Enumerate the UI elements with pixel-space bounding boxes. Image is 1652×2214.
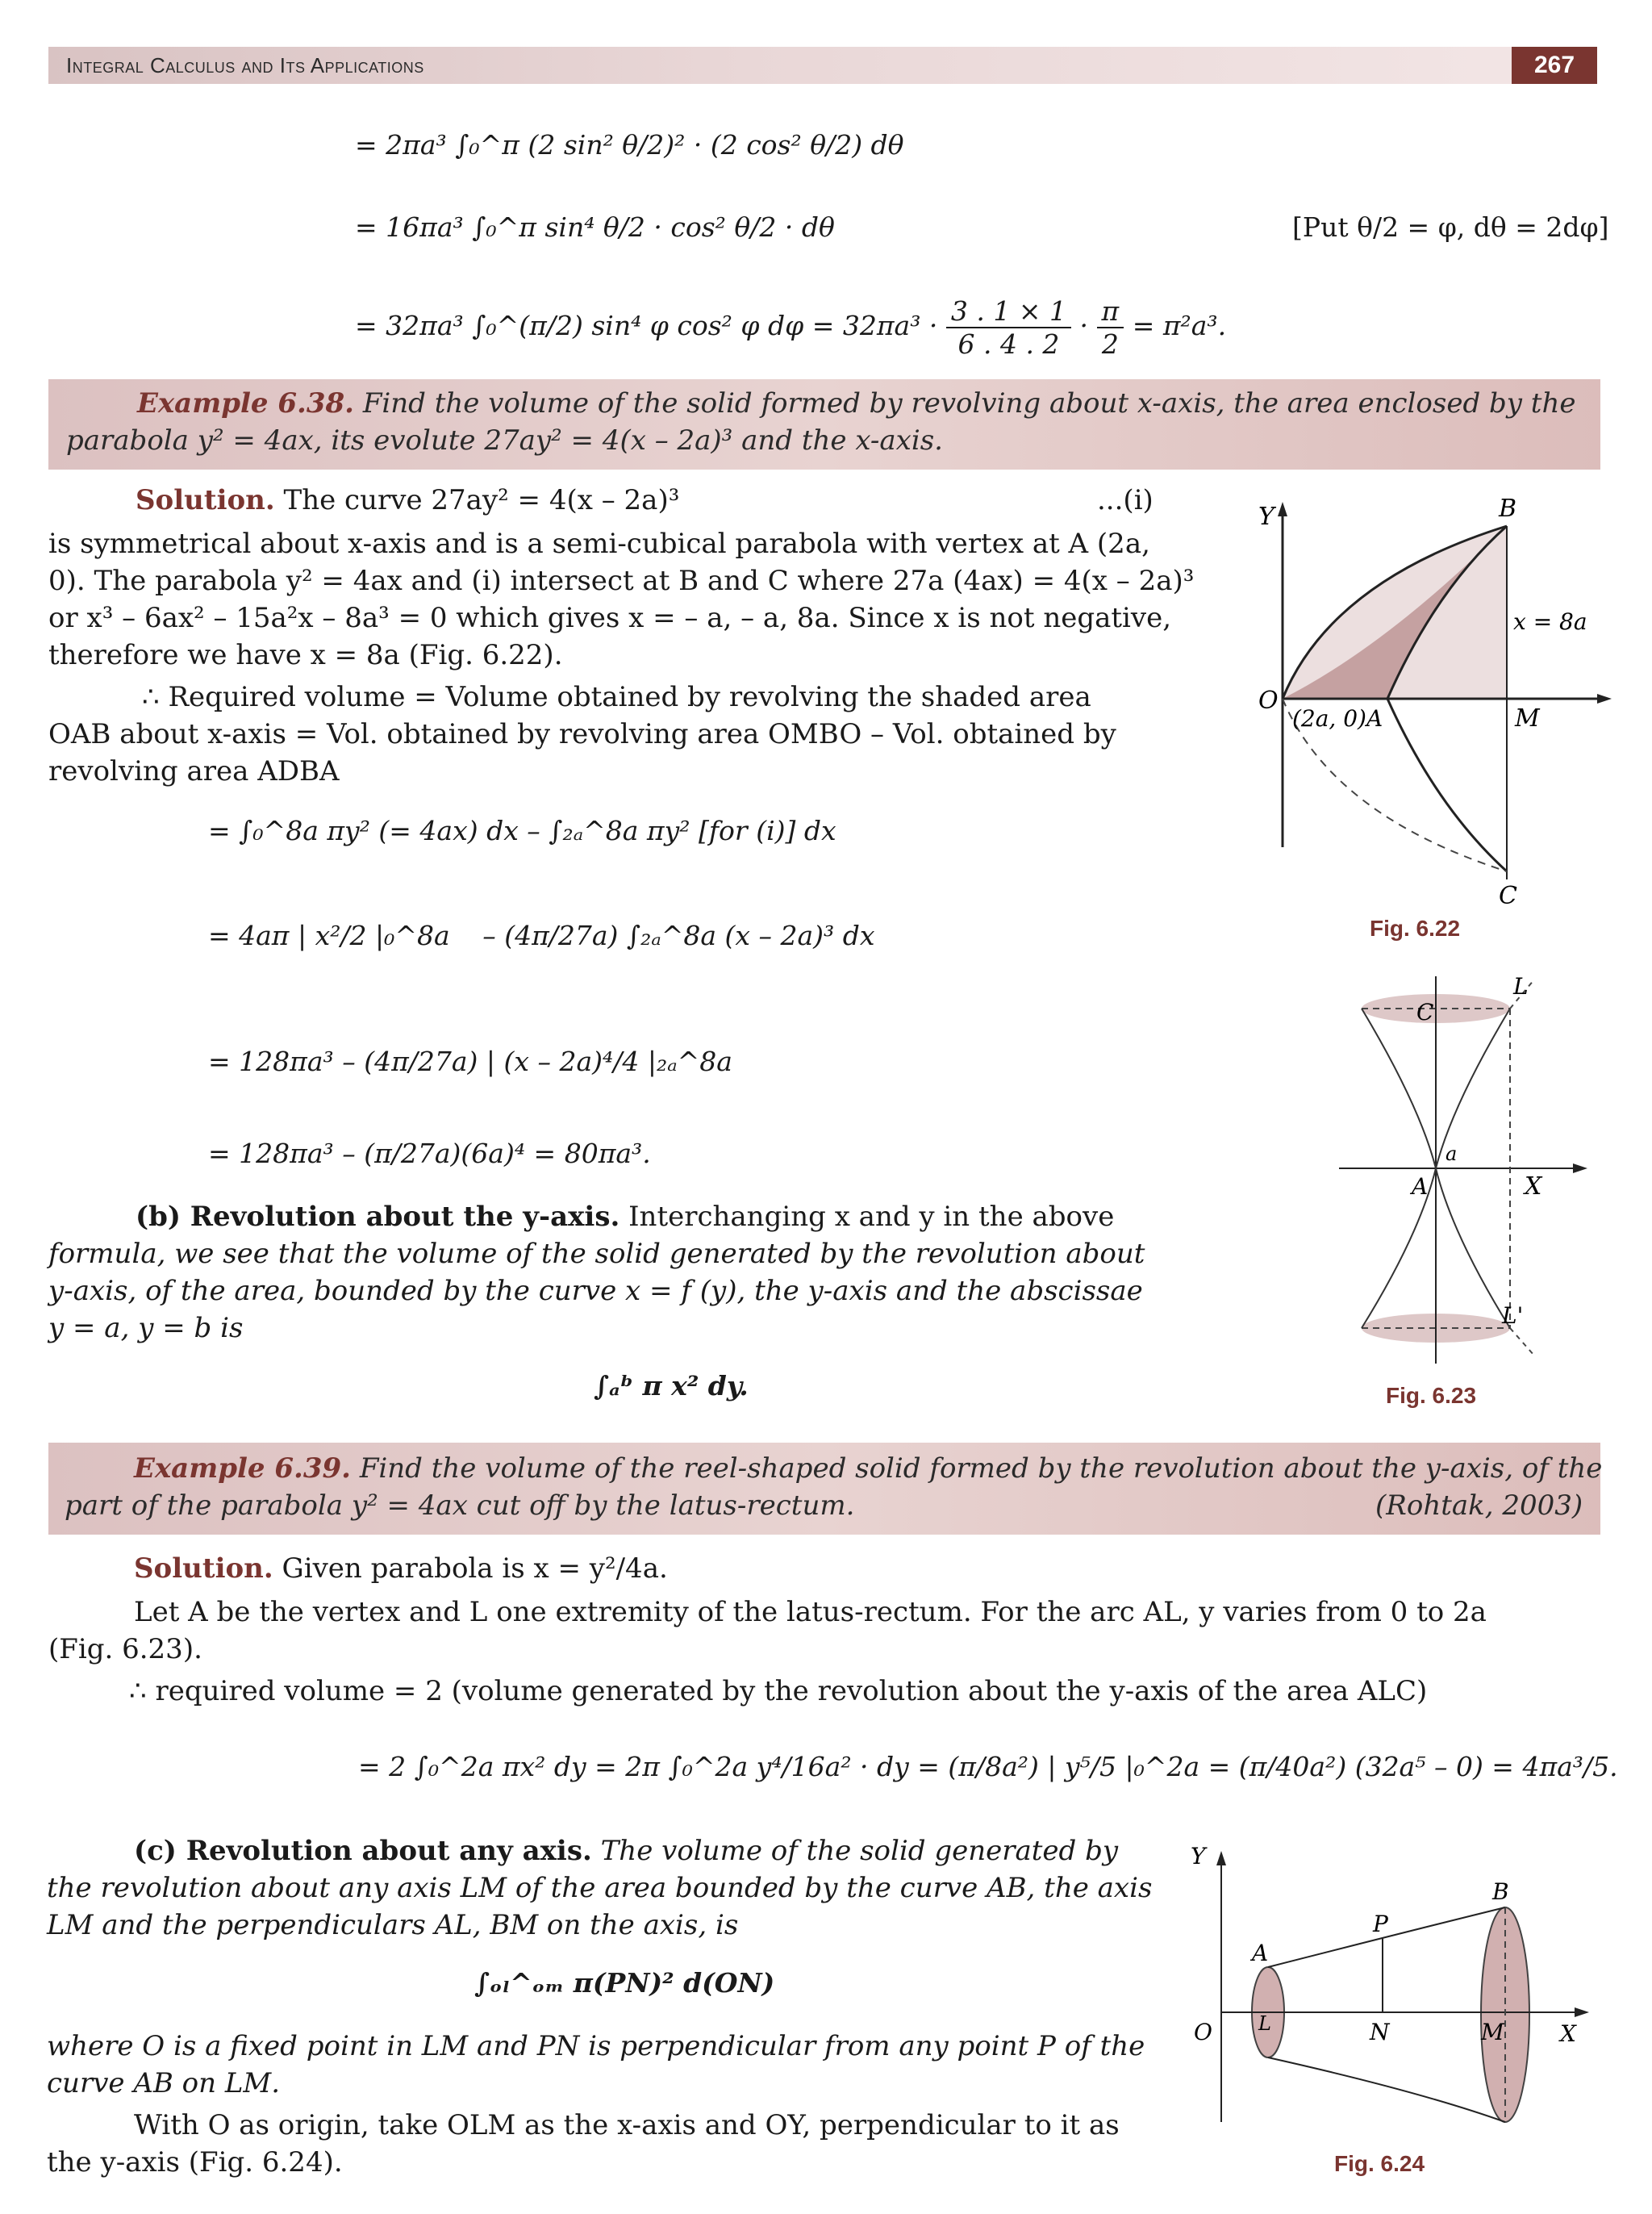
x-axis-arrow (1573, 1163, 1587, 1173)
section-c-formula: ∫ₒₗ^ₒₘ π(PN)² d(ON) (474, 1967, 775, 1999)
example-6-38-label: Example 6.38. (137, 387, 354, 420)
fraction-denominator: 6 . 4 . 2 (957, 328, 1060, 360)
fig-623-label-l-bottom: L' (1502, 1302, 1524, 1329)
fig-622-label-o: O (1258, 687, 1279, 715)
equation-line-3: = 32πa³ ∫₀^(π/2) sin⁴ φ cos² φ dφ = 32πa³ · $\frac{3 . 1 \times 1}{6 . 4 . 2}$ · $\frac{\pi}{2}$ = π²a³. (355, 295, 1227, 360)
fig-622-label-a: (2a, 0)A (1292, 705, 1383, 732)
solution-label: Solution. (136, 484, 275, 516)
section-c-after-2: curve AB on LM. (47, 2067, 281, 2099)
figure-6-22 (1242, 484, 1613, 912)
calc-line-1: = ∫₀^8a πy² (= 4ax) dx – ∫₂ₐ^8a πy² [for (i)] dx (208, 815, 836, 846)
figure-6-24 (1178, 1832, 1613, 2170)
fig-622-label-c: C (1499, 882, 1517, 910)
calc-line-2-left: = 4aπ | x²/2 |₀^8a (208, 920, 450, 951)
section-b-line-1: formula, we see that the volume of the solid generated by the revolution about (48, 1238, 1145, 1270)
figure-6-23 (1323, 960, 1613, 1388)
fig-622-label-x8a: x = 8a (1513, 608, 1587, 635)
calc-line-2-right: – (4π/27a) ∫₂ₐ^8a (x – 2a)³ dx (482, 920, 875, 951)
section-c-line-2: LM and the perpendiculars AL, BM on the axis, is (47, 1909, 739, 1941)
equation-line-3-left: = 32πa³ ∫₀^(π/2) sin⁴ φ cos² φ dφ = 32πa³ · (355, 310, 938, 341)
section-c-line-1: the revolution about any axis LM of the area bounded by the curve AB, the axis (47, 1872, 1153, 1904)
calc-line-3: = 128πa³ – (4π/27a) | (x – 2a)⁴/4 |₂ₐ^8a (208, 1046, 732, 1077)
solution-line-4: therefore we have x = 8a (Fig. 6.22). (48, 639, 563, 671)
solution-line-2: 0). The parabola y² = 4ax and (i) intersect at B and C where 27a (4ax) = 4(x – 2a)³ (48, 565, 1195, 597)
example-6-38-line-1: Find the volume of the solid formed by revolving about x-axis, the area enclosed by the (362, 387, 1576, 420)
curve-equation: The curve 27ay² = 4(x – 2a)³ (283, 484, 680, 516)
equation-line-3-result: = π²a³. (1132, 310, 1227, 341)
section-c-text: The volume of the solid generated by (600, 1835, 1119, 1867)
equation-line-2: = 16πa³ ∫₀^π sin⁴ θ/2 · cos² θ/2 · dθ (355, 211, 835, 243)
running-header (48, 47, 1597, 84)
header-title: Integral Calculus and Its Applications (66, 53, 424, 77)
section-b-formula: ∫ₐᵇ π x² dy. (594, 1370, 749, 1402)
pi-numerator: π (1097, 295, 1124, 328)
given-parabola: Given parabola is x = y²/4a. (282, 1552, 668, 1585)
solution-6-39-line-2: Let A be the vertex and L one extremity of the latus-rectum. For the arc AL, y varies from 0 to 2a (134, 1596, 1487, 1628)
section-c-heading: (c) Revolution about any axis. (134, 1835, 592, 1867)
fig-624-label-l: L (1258, 2012, 1271, 2035)
equation-line-1: = 2πa³ ∫₀^π (2 sin² θ/2)² · (2 cos² θ/2) dθ (355, 129, 904, 161)
pi-denominator: 2 (1101, 328, 1119, 360)
fig-623-label-a: A (1412, 1173, 1429, 1200)
solution-6-39-line-4: ∴ required volume = 2 (volume generated by the revolution about the y-axis of the area ALC) (129, 1675, 1428, 1707)
section-b-first-line (136, 1199, 1114, 1235)
evolute-lower (1387, 699, 1507, 871)
solution-6-39-label: Solution. (134, 1552, 273, 1585)
extension-bottom (1510, 1328, 1534, 1356)
solution-line-6: OAB about x-axis = Vol. obtained by revolving area OMBO – Vol. obtained by (48, 718, 1116, 750)
solution-line-1: is symmetrical about x-axis and is a semi-cubical parabola with vertex at A (2a, (48, 528, 1150, 560)
example-6-38-line-2: parabola y² = 4ax, its evolute 27ay² = 4(x – 2a)³ and the x-axis. (66, 424, 943, 457)
solution-line-5: ∴ Required volume = Volume obtained by revolving the shaded area (142, 681, 1091, 713)
fig-624-label-x: X (1560, 2020, 1576, 2047)
fig-623-label-l-top: L (1513, 973, 1529, 1000)
fig-624-label-p: P (1373, 1911, 1388, 1937)
solution-6-38-first-line (136, 482, 679, 519)
equation-note: [Put θ/2 = φ, dθ = 2dφ] (1292, 211, 1609, 243)
section-c-last-1: With O as origin, take OLM as the x-axis and OY, perpendicular to it as (134, 2109, 1120, 2141)
pi-half-fraction (1097, 295, 1124, 360)
example-6-38-box (48, 379, 1600, 470)
x-axis-arrow (1575, 2007, 1589, 2017)
fig-623-caption: Fig. 6.23 (1386, 1383, 1477, 1408)
solution-6-39-calc: = 2 ∫₀^2a πx² dy = 2π ∫₀^2a y⁴/16a² · dy = (π/8a²) | y⁵/5 |₀^2a = (π/40a²) (32a⁵ – 0) = 4πa³/5. (358, 1751, 1618, 1782)
section-b-text: Interchanging x and y in the above (628, 1201, 1115, 1233)
fig-623-label-a-small: a (1446, 1143, 1458, 1165)
fig-624-label-a: A (1252, 1940, 1269, 1966)
solution-6-39-line-3: (Fig. 6.23). (48, 1633, 202, 1665)
x-axis-arrow (1597, 694, 1612, 704)
fig-624-label-o: O (1194, 2019, 1212, 2045)
solution-line-3: or x³ – 6ax² – 15a²x – 8a³ = 0 which gives x = – a, – a, 8a. Since x is not negative, (48, 602, 1172, 634)
fig-624-label-b: B (1492, 1878, 1509, 1905)
fig-622-label-b: B (1499, 495, 1517, 523)
section-b-line-3: y = a, y = b is (48, 1312, 244, 1344)
fig-624-label-m: M (1481, 2019, 1504, 2045)
fraction-numerator: 3 . 1 × 1 (946, 295, 1071, 328)
calc-line-2 (208, 920, 875, 951)
example-6-39-line-1: Find the volume of the reel-shaped solid formed by the revolution about the y-axis, of the (359, 1452, 1603, 1485)
calc-line-4: = 128πa³ – (π/27a)(6a)⁴ = 80πa³. (208, 1138, 651, 1169)
fig-624-label-y: Y (1191, 1843, 1206, 1869)
fig-623-label-x: X (1525, 1172, 1542, 1201)
y-axis-arrow (1216, 1851, 1226, 1865)
fig-622-label-m: M (1515, 704, 1540, 733)
section-b-heading: (b) Revolution about the y-axis. (136, 1201, 620, 1233)
fig-623-label-c: C (1416, 999, 1434, 1026)
solution-6-39-first-line (134, 1551, 668, 1587)
page-number: 267 (1512, 47, 1597, 84)
fig-622-label-y: Y (1258, 503, 1274, 531)
fig-624-caption: Fig. 6.24 (1334, 2151, 1425, 2176)
solution-line-7: revolving area ADBA (48, 755, 340, 787)
example-6-39-box (48, 1443, 1603, 1535)
equation-tag: ...(i) (1097, 484, 1153, 516)
example-6-39-label: Example 6.39. (134, 1452, 351, 1485)
section-c-first-line (134, 1833, 1118, 1869)
section-b-line-2: y-axis, of the area, bounded by the curve x = f (y), the y-axis and the abscissae (48, 1275, 1143, 1307)
solid-body (1268, 1907, 1505, 2122)
equation-fraction (946, 295, 1071, 360)
example-6-39-line-2: part of the parabola y² = 4ax cut off by the latus-rectum. (65, 1489, 855, 1522)
section-c-last-2: the y-axis (Fig. 6.24). (47, 2146, 343, 2178)
y-axis-arrow (1278, 502, 1287, 516)
fig-624-label-n: N (1370, 2019, 1390, 2045)
section-c-after-1: where O is a fixed point in LM and PN is perpendicular from any point P of the (47, 2030, 1145, 2062)
fig-622-caption: Fig. 6.22 (1370, 916, 1461, 941)
example-6-39-source: (Rohtak, 2003) (1375, 1489, 1583, 1522)
